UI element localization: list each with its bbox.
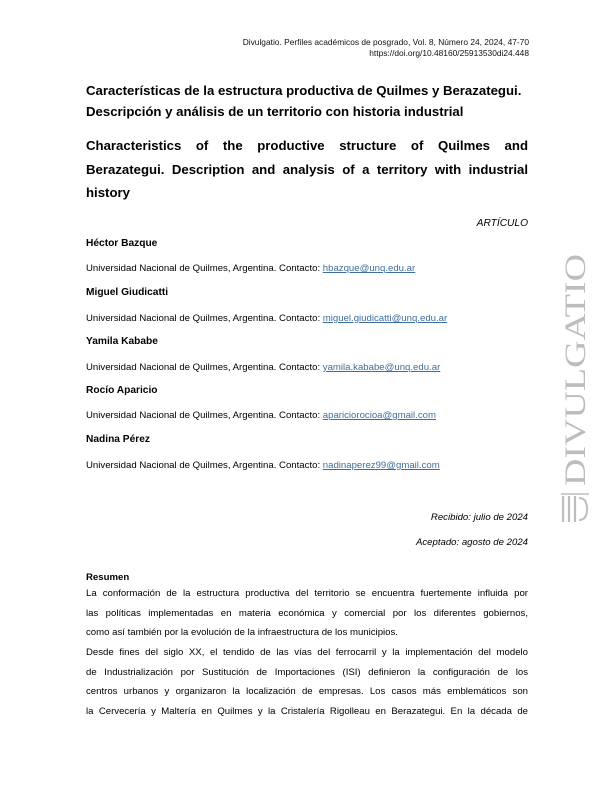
brand-emblem-icon <box>561 494 589 522</box>
author-email-link[interactable]: yamila.kababe@unq.edu.ar <box>322 362 441 373</box>
author-email-link[interactable]: apariciorocioa@gmail.com <box>322 410 436 421</box>
author-name: Yamila Kababe <box>86 336 158 347</box>
abstract-line: de Industrialización por Sustitución de Importaciones (ISI) definieron la configuración de los <box>86 666 528 678</box>
abstract-line: centros urbanos y organizaron la localización de empresas. Los casos más emblemáticos son <box>86 686 528 698</box>
abstract-heading: Resumen <box>86 572 130 583</box>
abstract-line: Desde fines del siglo XX, el tendido de las vías del ferrocarril y la implementación del modelo <box>86 647 528 658</box>
title-english-line: history <box>86 185 130 200</box>
author-affiliation <box>86 410 436 421</box>
divulgatio-side-logo <box>555 250 595 525</box>
author-email-link[interactable]: nadinaperez99@gmail.com <box>322 460 440 471</box>
title-spanish <box>86 80 528 122</box>
received-date: Recibido: julio de 2024 <box>430 512 528 523</box>
author-affiliation <box>86 313 447 324</box>
abstract-line: la Cervecería y Maltería en Quilmes y la Cristalería Rigolleau en Berazategui. En la década de <box>86 705 528 717</box>
title-english <box>86 134 528 205</box>
title-spanish-line: Descripción y análisis de un territorio con historia industrial <box>86 104 464 119</box>
title-spanish-line: Características de la estructura productiva de Quilmes y Berazategui. <box>86 83 522 98</box>
affiliation-text: Universidad Nacional de Quilmes, Argentina. Contacto: <box>86 410 323 421</box>
abstract-paragraph-2 <box>86 643 528 721</box>
brand-wordmark: DIVULGATIO <box>559 302 592 486</box>
affiliation-text: Universidad Nacional de Quilmes, Argentina. Contacto: <box>86 362 323 373</box>
accepted-date: Aceptado: agosto de 2024 <box>415 537 528 548</box>
author-name: Miguel Giudicatti <box>86 287 169 298</box>
author-name: Nadina Pérez <box>86 434 150 445</box>
author-name: Héctor Bazque <box>86 238 158 249</box>
title-english-line: Characteristics of the productive structure of Quilmes and <box>86 138 528 153</box>
author-email-link[interactable]: hbazque@unq.edu.ar <box>322 263 416 274</box>
affiliation-text: Universidad Nacional de Quilmes, Argentina. Contacto: <box>86 263 323 274</box>
author-affiliation <box>86 460 440 471</box>
author-email-link[interactable]: miguel.giudicatti@unq.edu.ar <box>322 313 448 324</box>
title-english-line: Berazategui. Description and analysis of a territory with industrial <box>86 161 528 177</box>
affiliation-text: Universidad Nacional de Quilmes, Argentina. Contacto: <box>86 313 323 324</box>
article-type: ARTÍCULO <box>476 218 528 229</box>
doi-link[interactable]: https://doi.org/10.48160/25913530di24.448 <box>369 48 529 58</box>
abstract-line: las políticas implementadas en materia económica y comercial por los diferentes gobiernos, <box>86 607 528 619</box>
affiliation-text: Universidad Nacional de Quilmes, Argentina. Contacto: <box>86 460 323 471</box>
author-name: Rocío Aparicio <box>86 385 158 396</box>
abstract-line: La conformación de la estructura productiva del territorio se encuentra fuertemente influida por <box>86 588 528 599</box>
abstract-paragraph-1 <box>86 584 528 643</box>
author-affiliation <box>86 362 440 373</box>
abstract-line: como así también por la evolución de la infraestructura de los municipios. <box>86 627 398 639</box>
journal-citation: Divulgatio. Perfiles académicos de posgrado, Vol. 8, Número 24, 2024, 47-70 <box>242 37 529 47</box>
author-affiliation <box>86 263 415 274</box>
